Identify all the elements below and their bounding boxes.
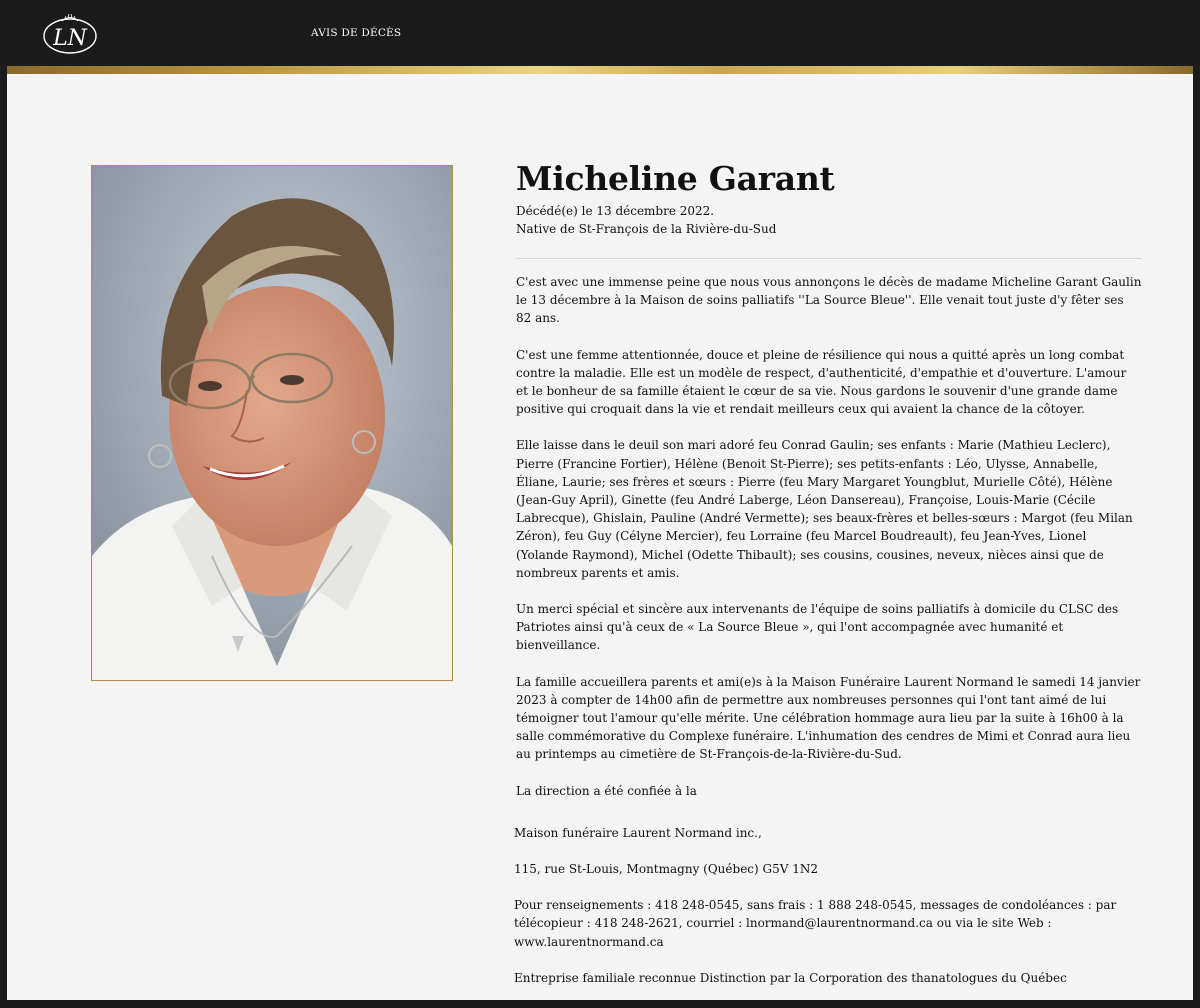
funeral-home-contact-info: Pour renseignements : 418 248-0545, sans frais : 1 888 248-0545, messages de condoléances : par télécopieur : 418 248-2621, courriel : lnormand@laurentnormand.ca ou via le site Web : www.laurentnormand.ca [514,898,1117,949]
section-divider [516,258,1142,259]
gold-divider-bar [7,66,1193,74]
place-of-birth: Native de St-François de la Rivière-du-Sud [516,222,777,236]
obituary-article [516,160,1142,1005]
logo-text: LN [53,26,87,51]
page-content [7,74,1193,1000]
obituary-paragraph: La direction a été confiée à la [516,783,697,798]
obituary-paragraph: C'est avec une immense peine que nous vous annonçons le décès de madame Micheline Garant Gaulin le 13 décembre à la Maison de soins palliatifs ''La Source Bleue''. Elle venait tout juste d'y fêter ses 82 ans. [516,275,1142,326]
obituary-paragraph: C'est une femme attentionnée, douce et pleine de résilience qui nous a quitté après un long combat contre la maladie. Elle est un modèle de respect, d'authenticité, d'empathie et d'ouverture. L'amour et le bonheur de sa famille étaient le cœur de sa vie. Nous gardons le souvenir d'une grande dame positive qui croquait dans la vie et rendait meilleurs ceux qui avaient la chance de la côtoyer. [516,347,1127,417]
funeral-home-distinction: Entreprise familiale reconnue Distinction par la Corporation des thanatologues du Québec [514,970,1067,985]
logo-emblem-icon [40,12,100,56]
deceased-portrait [91,165,453,681]
funeral-home-name: Maison funéraire Laurent Normand inc., [514,825,762,840]
deceased-name: Micheline Garant [516,159,835,198]
nav-avis-de-deces[interactable]: AVIS DE DÉCÈS [311,27,402,39]
portrait-image [92,166,452,680]
funeral-home-address: 115, rue St-Louis, Montmagny (Québec) G5V 1N2 [514,862,818,877]
ln-logo[interactable] [40,12,100,56]
obituary-paragraph: La famille accueillera parents et ami(e)s à la Maison Funéraire Laurent Normand le samedi 14 janvier 2023 à compter de 14h00 afin de permettre aux nombreuses personnes qui l'ont tant aimé de lui témoigner tout l'amour qu'elle mérite. Une célébration hommage aura lieu par la suite à 16h00 à la salle commémorative du Complexe funéraire. L'inhumation des cendres de Mimi et Conrad aura lieu au printemps au cimetière de St-François-de-la-Rivière-du-Sud. [516,674,1141,762]
date-of-death: Décédé(e) le 13 décembre 2022. [516,204,715,218]
obituary-paragraph: Elle laisse dans le deuil son mari adoré feu Conrad Gaulin; ses enfants : Marie (Mathieu Leclerc), Pierre (Francine Fortier), Hélène (Benoit St-Pierre); ses petits-enfants : Léo, Ulysse, Annabelle, Éliane, Laurie; ses frères et sœurs : Pierre (feu Mary Margaret Youngblut, Murielle Côté), Hélène (Jean-Guy April), Ginette (feu André Laberge, Léon Dansereau), Françoise, Louis-Marie (Cécile Labrecque), Ghislain, Pauline (André Vermette); ses beaux-frères et belles-sœurs : Margot (feu Milan Zéron), feu Guy (Célyne Mercier), feu Lorraine (feu Marcel Boudreault), feu Jean-Yves, Lionel (Yolande Raymond), Michel (Odette Thibault); ses cousins, cousines, neveux, nièces ainsi que de nombreux parents et amis. [516,438,1133,580]
obituary-paragraph: Un merci spécial et sincère aux intervenants de l'équipe de soins palliatifs à domicile du CLSC des Patriotes ainsi qu'à ceux de « La Source Bleue », qui l'ont accompagnée avec humanité et bienveillance. [516,602,1119,653]
top-navigation-bar [0,0,1200,66]
